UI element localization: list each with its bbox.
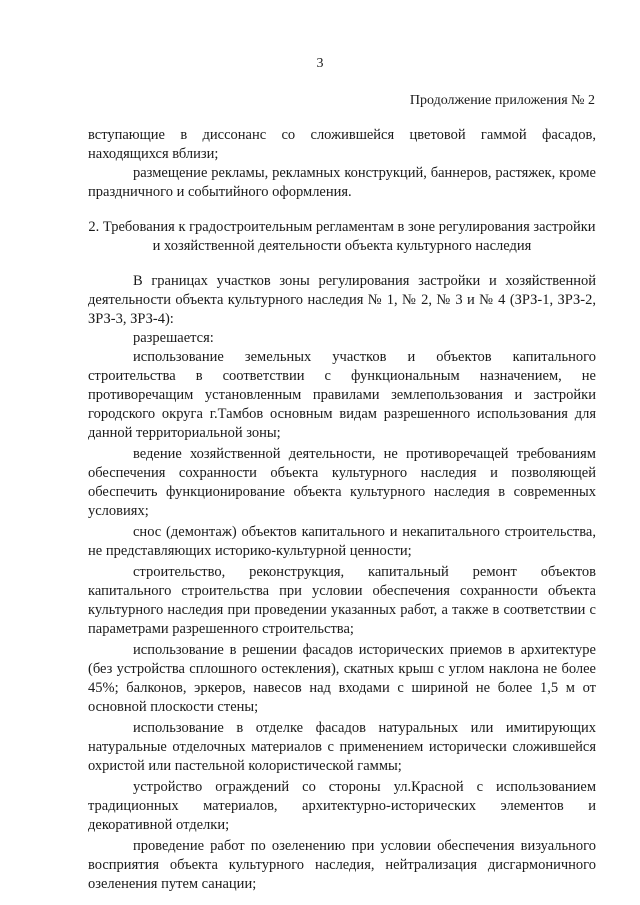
paragraph-economic-activity: ведение хозяйственной деятельности, не противоречащей требованиям обеспечения сохранности объекта культурного наследия и позволяющей обеспечить функционирование объекта культурного наследия в современных условиях; (88, 446, 596, 519)
paragraph-demolition: снос (демонтаж) объектов капитального и некапитального строительства, не представляющих историко-культурной ценности; (88, 524, 596, 559)
paragraph-fragment: вступающие в диссонанс со сложившейся цветовой гаммой фасадов, находящихся вблизи; (88, 127, 596, 162)
paragraph-allowed-label: разрешается: (133, 330, 214, 346)
paragraph-advertising: размещение рекламы, рекламных конструкций, баннеров, растяжек, кроме праздничного и событийного оформления. (88, 165, 596, 200)
document-body (88, 126, 596, 894)
paragraph-zone-intro: В границах участков зоны регулирования застройки и хозяйственной деятельности объекта культурного наследия № 1, № 2, № 3 и № 4 (ЗРЗ-1, ЗРЗ-2, ЗРЗ-3, ЗРЗ-4): (88, 273, 596, 327)
appendix-continuation-label: Продолжение приложения № 2 (409, 93, 595, 108)
paragraph-facade-finishing: использование в отделке фасадов натуральных или имитирующих натуральные отделочных материалов с применением исторически сложившейся охристой или пастельной колористической гаммы; (88, 720, 596, 774)
paragraph-landscaping: проведение работ по озеленению при условии обеспечения визуального восприятия объекта культурного наследия, нейтрализация дисгармоничного озеленения путем санации; (88, 838, 596, 892)
paragraph-facade-design: использование в решении фасадов исторических приемов в архитектуре (без устройства сплошного остекления), скатных крыш с углом наклона не более 45%; балконов, эркеров, навесов над входами с шириной не более 1,5 м от основной плоскости стены; (88, 642, 596, 715)
paragraph-fencing: устройство ограждений со стороны ул.Красной с использованием традиционных материалов, архитектурно-исторических элементов и декоративной отделки; (88, 779, 596, 833)
paragraph-construction: строительство, реконструкция, капитальный ремонт объектов капитального строительства при условии обеспечения сохранности объекта культурного наследия при проведении указанных работ, а также в соответствии с параметрами разрешенного строительства; (88, 564, 596, 637)
page-number: 3 (316, 56, 324, 71)
paragraph-land-use: использование земельных участков и объектов капитального строительства в соответствии с функциональным назначением, не противоречащим установленным правилами землепользования и застройки городского округа г.Тамбов основным видам разрешенного использования для данной территориальной зоны; (88, 349, 596, 441)
section-heading: 2. Требования к градостроительным регламентам в зоне регулирования застройки и хозяйственной деятельности объекта культурного наследия (88, 219, 596, 254)
